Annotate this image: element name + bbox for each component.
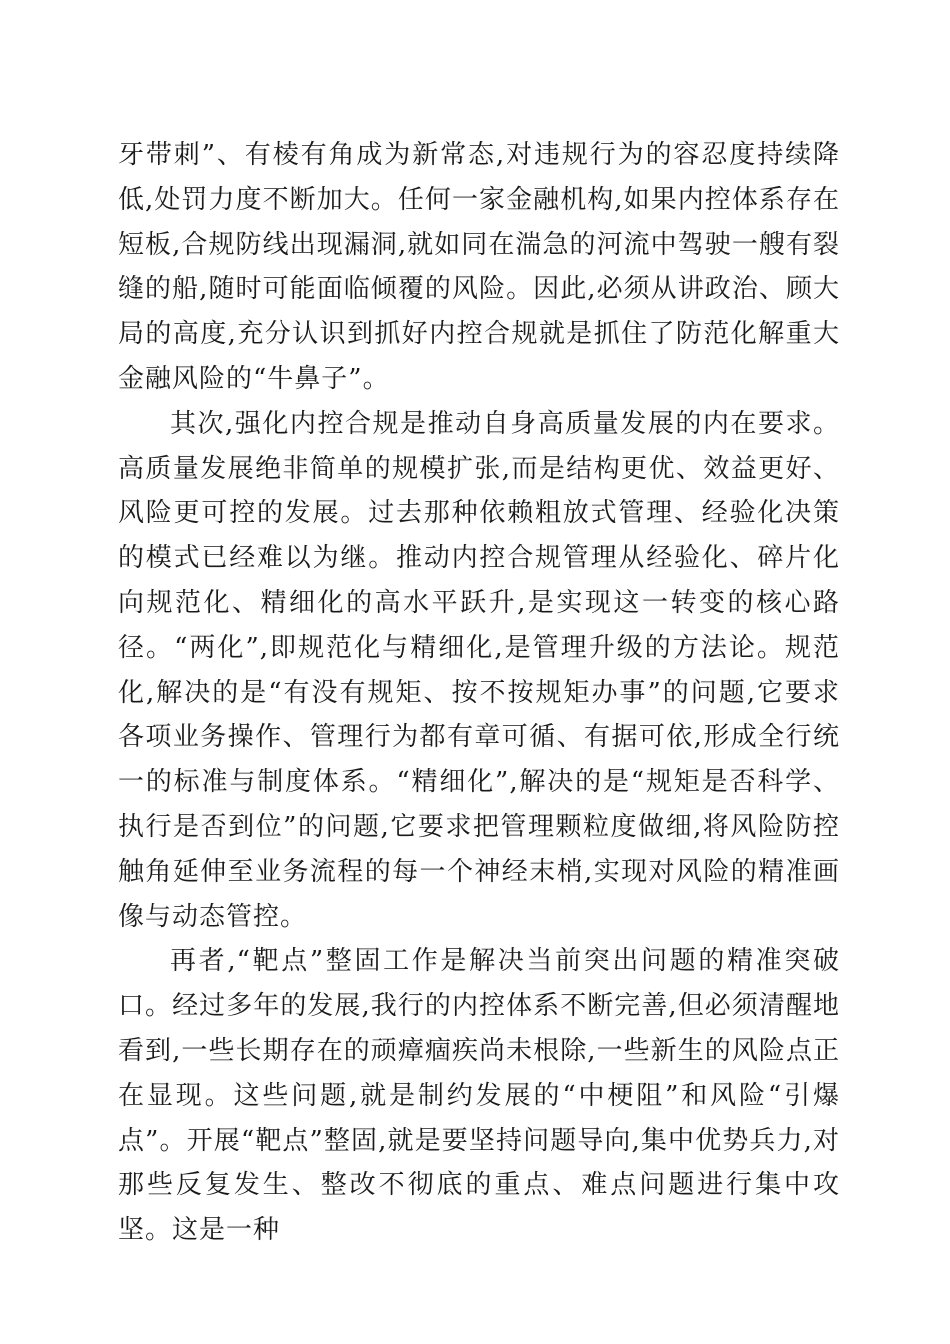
paragraph-third-point: 再者,“靶点”整固工作是解决当前突出问题的精准突破口。经过多年的发展,我行的内控体系不断完善,但必须清醒地看到,一些长期存在的顽瘴痼疾尚未根除,一些新生的风险点正在显现。这些问题,就是制约发展的“中梗阻”和风险“引爆点”。开展“靶点”整固,就是要坚持问题导向,集中优势兵力,对那些反复发生、整改不彻底的重点、难点问题进行集中攻坚。这是一种 [118, 946, 840, 1246]
document-body [118, 133, 840, 1253]
paragraph-continuation: 牙带刺”、有棱有角成为新常态,对违规行为的容忍度持续降低,处罚力度不断加大。任何一家金融机构,如果内控体系存在短板,合规防线出现漏洞,就如同在湍急的河流中驾驶一艘有裂缝的船,随时可能面临倾覆的风险。因此,必须从讲政治、顾大局的高度,充分认识到抓好内控合规就是抓住了防范化解重大金融风险的“牛鼻子”。 [118, 140, 840, 394]
paragraph-second-point: 其次,强化内控合规是推动自身高质量发展的内在要求。高质量发展绝非简单的规模扩张,而是结构更优、效益更好、风险更可控的发展。过去那种依赖粗放式管理、经验化决策的模式已经难以为继。推动内控合规管理从经验化、碎片化向规范化、精细化的高水平跃升,是实现这一转变的核心路径。“两化”,即规范化与精细化,是管理升级的方法论。规范化,解决的是“有没有规矩、按不按规矩办事”的问题,它要求各项业务操作、管理行为都有章可循、有据可依,形成全行统一的标准与制度体系。“精细化”,解决的是“规矩是否科学、执行是否到位”的问题,它要求把管理颗粒度做细,将风险防控触角延伸至业务流程的每一个神经末梢,实现对风险的精准画像与动态管控。 [118, 408, 840, 932]
